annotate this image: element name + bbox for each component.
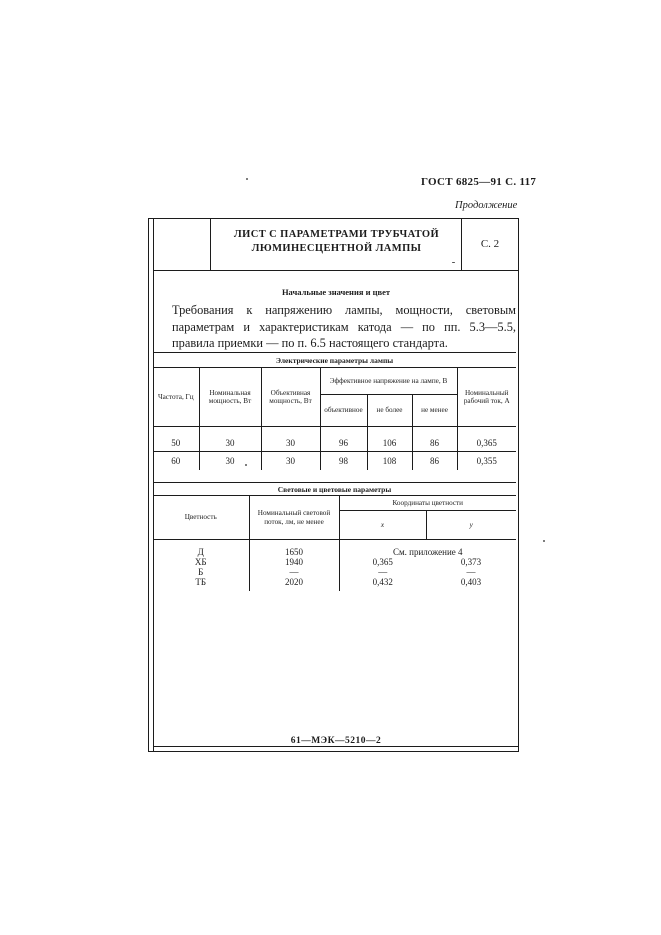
cell-flux: — — [249, 567, 339, 577]
electrical-parameters-table — [153, 352, 516, 470]
cell-nominal-power: 30 — [199, 427, 261, 452]
title-box-right-divider — [461, 218, 462, 270]
see-appendix-note: См. приложение 4 — [339, 540, 516, 558]
table-row — [153, 557, 516, 567]
cell-color: Д — [197, 547, 204, 557]
col-nominal-power-header: Номинальная мощность, Вт — [199, 368, 261, 427]
cell-x: 0,432 — [339, 577, 426, 591]
table-row — [153, 452, 516, 471]
cell-x: — — [339, 567, 426, 577]
col-nominal-current-header: Номинальный рабочий ток, А — [457, 368, 516, 427]
col-voltage-min-header: не менее — [412, 395, 457, 427]
section-title: Начальные значения и цвет — [281, 287, 391, 297]
table-row — [153, 540, 516, 558]
col-voltage-objective-header: объективное — [320, 395, 367, 427]
cell-x: 0,365 — [339, 557, 426, 567]
col-color-header: Цветность — [153, 496, 249, 540]
col-objective-power-header: Объективная мощность, Вт — [261, 368, 320, 427]
table-row — [153, 577, 516, 591]
sheet-number: С. 2 — [480, 238, 500, 250]
table-row — [153, 567, 516, 577]
cell-color: Б — [198, 567, 204, 577]
cell-y: — — [466, 567, 476, 577]
cell-nominal-current: 0,365 — [457, 427, 516, 452]
col-x-header: x — [339, 511, 426, 540]
cell-voltage-max: 106 — [367, 427, 412, 452]
scan-speck — [245, 464, 247, 466]
scan-speck — [246, 178, 248, 180]
cell-y: 0,373 — [460, 557, 482, 567]
cell-y: 0,403 — [460, 577, 482, 587]
cell-frequency: 60 — [171, 456, 181, 466]
cell-objective-power: 30 — [261, 452, 320, 471]
standard-page-header: ГОСТ 6825—91 С. 117 — [421, 176, 537, 188]
table-row — [153, 427, 516, 452]
sheet-title — [212, 228, 461, 256]
cell-nominal-power: 30 — [199, 452, 261, 471]
requirements-paragraph: Требования к напряжению лампы, мощности, световым параметрам и характеристикам катода — по пп. 5.3—5.5, правила приемки — по п. 6.5 настоящего стандарта. — [172, 303, 516, 350]
electrical-table-caption: Электрические параметры лампы — [153, 353, 516, 368]
publication-number: 61—МЭК—5210—2 — [290, 736, 382, 746]
cell-voltage-max: 108 — [367, 452, 412, 471]
cell-flux: 1940 — [249, 557, 339, 567]
cell-voltage-objective: 96 — [320, 427, 367, 452]
frame-inner-bottom-rule — [153, 746, 519, 747]
sheet-title-line2: ЛЮМИНЕСЦЕНТНОЙ ЛАМПЫ — [251, 243, 422, 254]
cell-voltage-min: 86 — [412, 452, 457, 471]
scan-speck — [543, 540, 545, 542]
light-table-caption: Световые и цветовые параметры — [153, 483, 516, 496]
cell-frequency: 50 — [153, 427, 199, 452]
sheet-title-line1: ЛИСТ С ПАРАМЕТРАМИ ТРУБЧАТОЙ — [233, 229, 440, 240]
cell-voltage-objective: 98 — [320, 452, 367, 471]
col-frequency-header: Частота, Гц — [153, 368, 199, 427]
col-y-header: y — [426, 511, 516, 540]
cell-voltage-min: 86 — [412, 427, 457, 452]
light-parameters-table — [153, 482, 516, 591]
scan-speck — [452, 262, 455, 263]
col-flux-header: Номинальный световой поток, лм, не менее — [249, 496, 339, 540]
continuation-label: Продолжение — [455, 200, 518, 211]
cell-color: ТБ — [195, 577, 207, 587]
cell-flux: 2020 — [249, 577, 339, 591]
cell-objective-power: 30 — [261, 427, 320, 452]
col-effective-voltage-header: Эффективное напряжение на лампе, В — [320, 368, 457, 395]
cell-nominal-current: 0,355 — [457, 452, 516, 471]
title-box-bottom-rule — [153, 270, 519, 271]
cell-color: ХБ — [194, 557, 207, 567]
col-voltage-max-header: не более — [367, 395, 412, 427]
title-box-left-divider — [210, 218, 211, 270]
cell-flux: 1650 — [249, 540, 339, 558]
col-chromaticity-header: Координаты цветности — [339, 496, 516, 511]
